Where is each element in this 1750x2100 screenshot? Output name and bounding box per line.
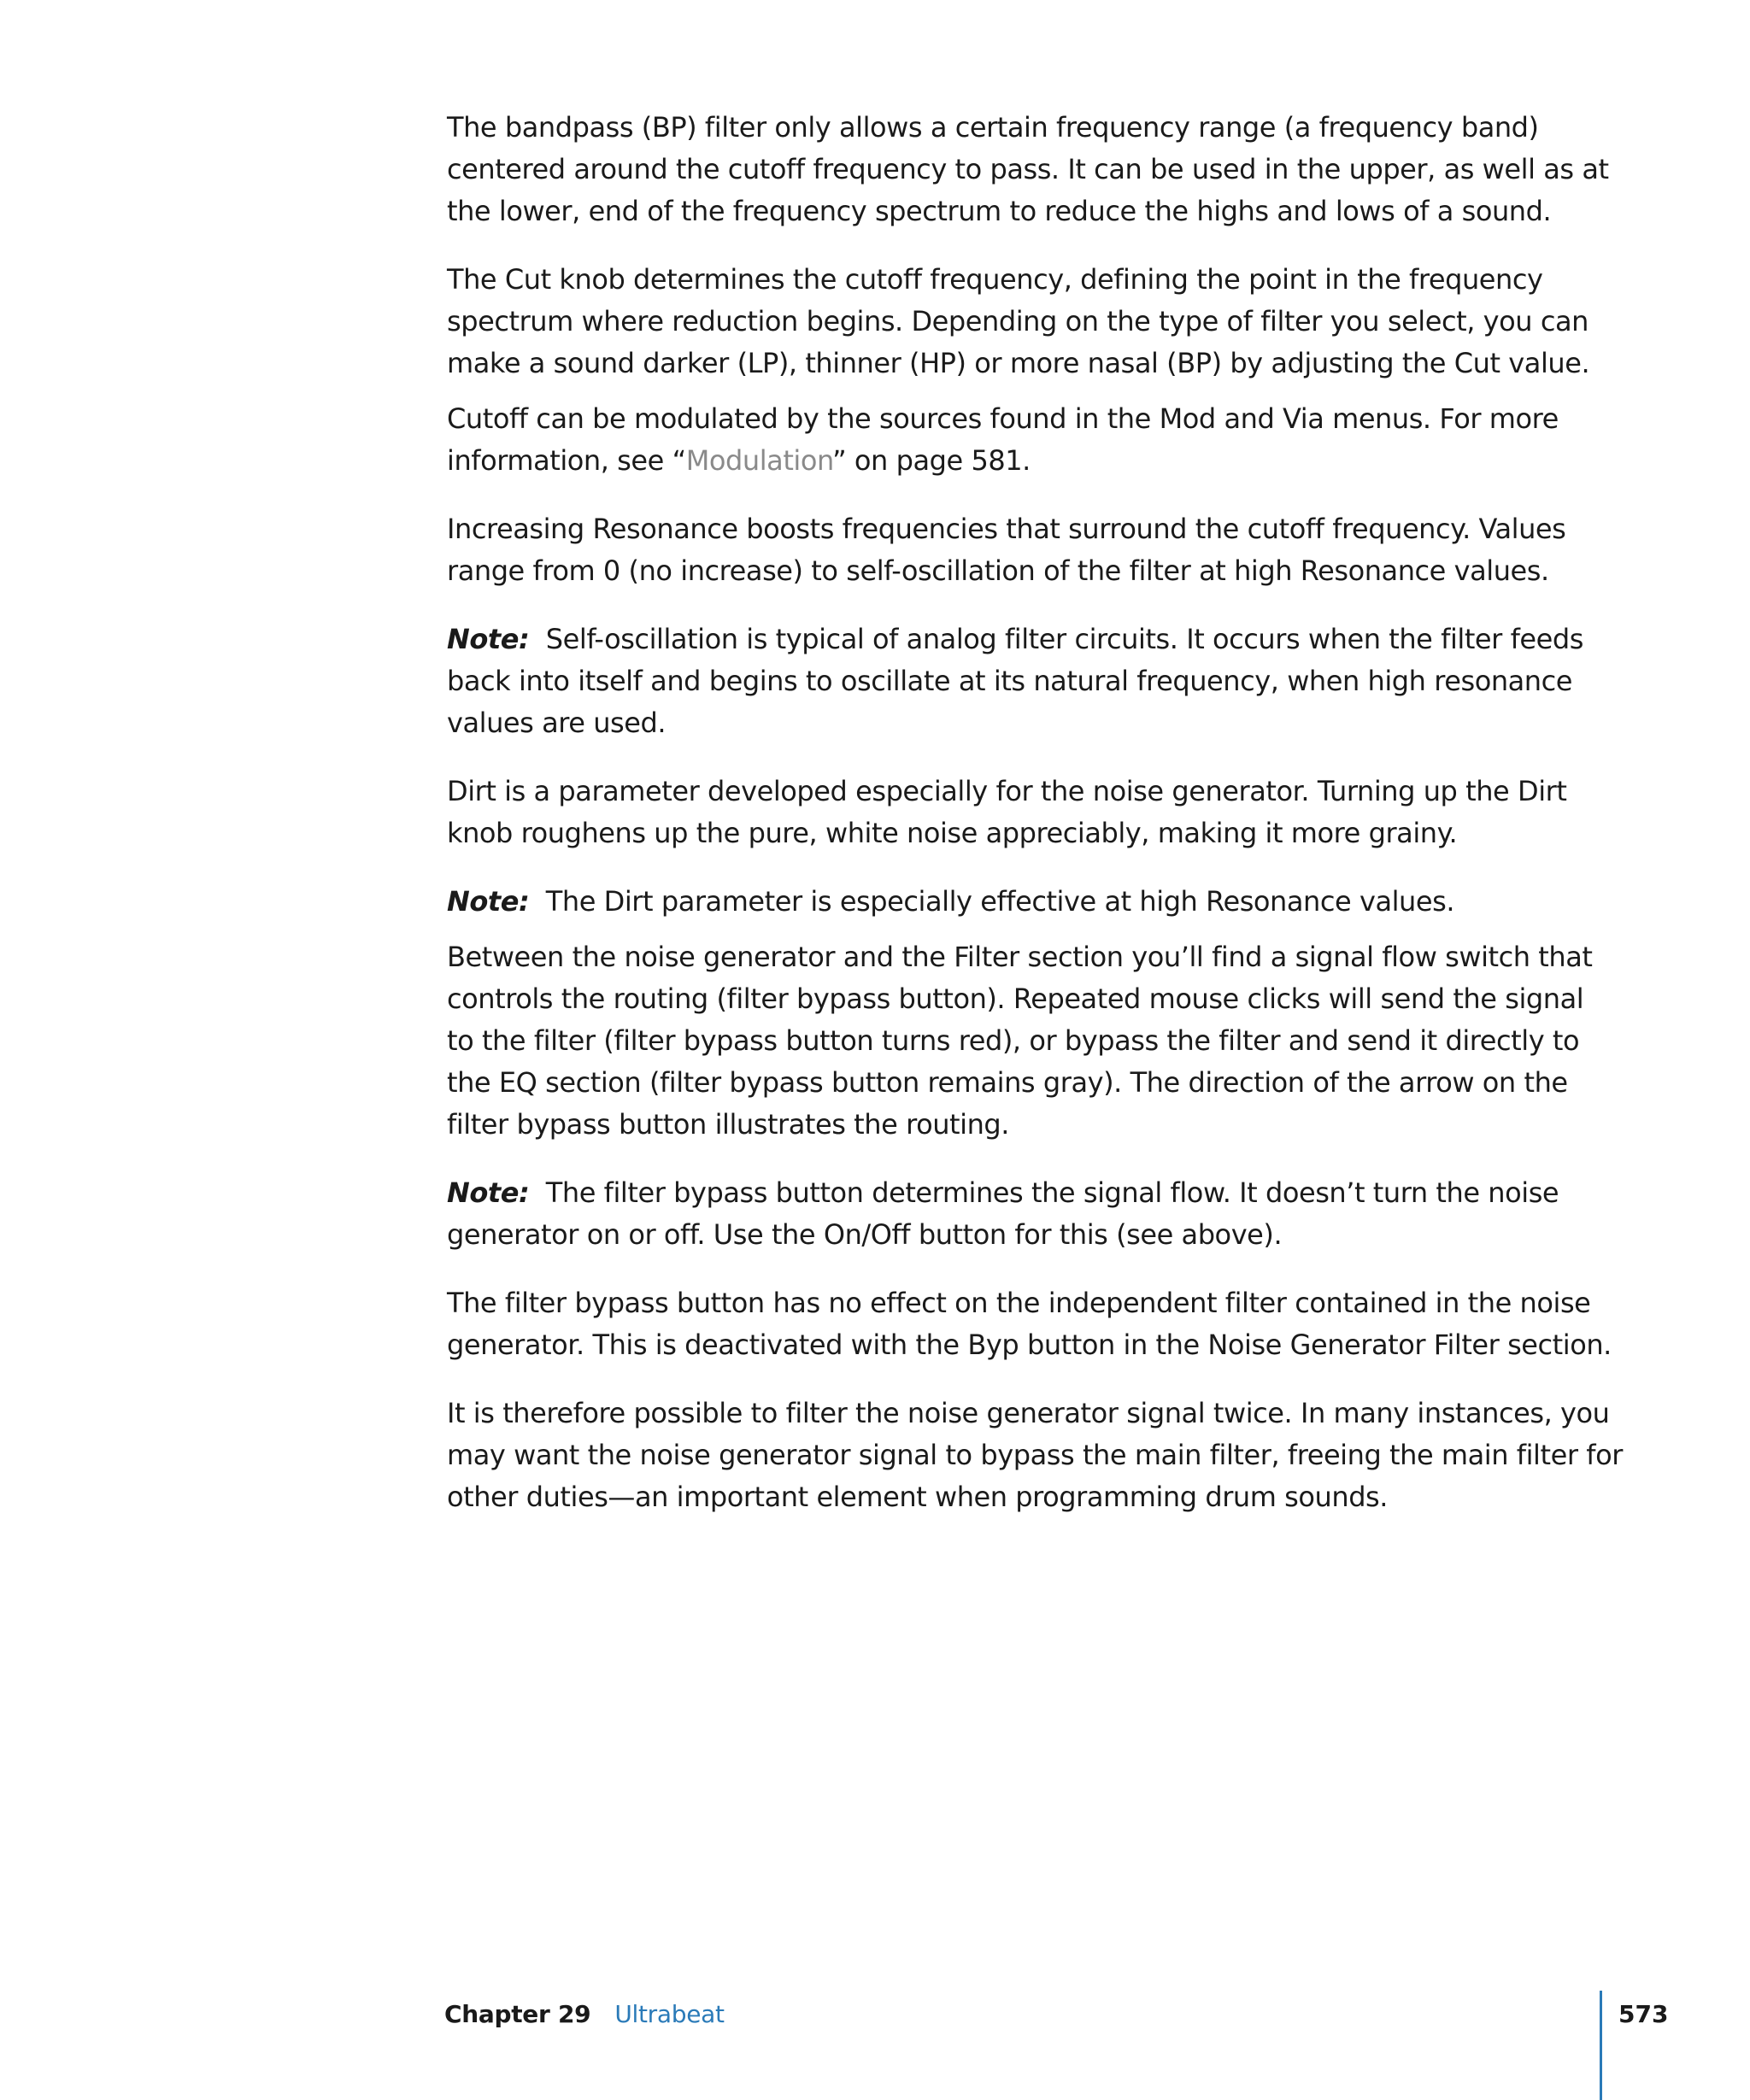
paragraph-resonance (447, 508, 1609, 592)
text-line: back into itself and begins to oscillate at its natural frequency, when high resonance (447, 665, 1573, 697)
chapter-number: Chapter 29 (444, 2000, 591, 2028)
text-line: controls the routing (filter bypass button). Repeated mouse clicks will send the signal (447, 983, 1584, 1015)
page-number: 573 (1618, 2000, 1669, 2028)
text-line: make a sound darker (LP), thinner (HP) or more nasal (BP) by adjusting the Cut value. (447, 347, 1590, 379)
text-line: centered around the cutoff frequency to pass. It can be used in the upper, as well as at (447, 153, 1609, 185)
text-line: other duties—an important element when programming drum sounds. (447, 1481, 1388, 1513)
note-label: Note: (447, 623, 530, 655)
text-line: spectrum where reduction begins. Depending on the type of filter you select, you can (447, 305, 1589, 337)
text-fragment: The Dirt parameter is especially effective at high Resonance values. (545, 885, 1455, 918)
note-label: Note: (447, 1176, 530, 1209)
chapter-title-link[interactable]: Ultrabeat (614, 2000, 725, 2028)
paragraph-filter-twice (447, 1393, 1623, 1518)
text-line: generator on or off. Use the On/Off button for this (see above). (447, 1218, 1283, 1251)
text-line: may want the noise generator signal to bypass the main filter, freeing the main filter for (447, 1439, 1623, 1471)
note-self-oscillation (447, 619, 1609, 744)
paragraph-independent-filter (447, 1282, 1612, 1366)
text-line: range from 0 (no increase) to self-oscillation of the filter at high Resonance values. (447, 554, 1549, 587)
text-line: Dirt is a parameter developed especially for the noise generator. Turning up the Dirt (447, 775, 1567, 807)
text-line: values are used. (447, 707, 667, 739)
paragraph-signal-flow (447, 936, 1609, 1146)
modulation-link[interactable]: Modulation (685, 444, 833, 477)
text-line (447, 881, 1609, 923)
text-fragment: ” on page 581. (832, 444, 1031, 477)
paragraph-bandpass (447, 107, 1609, 232)
text-fragment: The filter bypass button determines the signal flow. It doesn’t turn the noise (545, 1176, 1559, 1209)
text-line: the EQ section (filter bypass button remains gray). The direction of the arrow on the (447, 1066, 1568, 1099)
text-fragment: information, see “ (447, 444, 686, 477)
text-line: Cutoff can be modulated by the sources found in the Mod and Via menus. For more (447, 402, 1559, 435)
text-line: Between the noise generator and the Filter section you’ll find a signal flow switch that (447, 941, 1593, 973)
note-label: Note: (447, 885, 530, 918)
text-line (447, 1172, 1609, 1214)
paragraph-dirt (447, 771, 1609, 854)
text-line: Increasing Resonance boosts frequencies that surround the cutoff frequency. Values (447, 513, 1566, 545)
text-line: It is therefore possible to filter the noise generator signal twice. In many instances, you (447, 1397, 1610, 1429)
footer-chapter (444, 1997, 725, 2032)
text-line (447, 619, 1609, 660)
note-filter-bypass (447, 1172, 1609, 1256)
text-line: The filter bypass button has no effect on the independent filter contained in the noise (447, 1287, 1591, 1319)
text-fragment: Self-oscillation is typical of analog filter circuits. It occurs when the filter feeds (545, 623, 1583, 655)
paragraph-cutoff-modulation (447, 398, 1609, 482)
text-line: generator. This is deactivated with the Byp button in the Noise Generator Filter section. (447, 1329, 1612, 1361)
text-line: The bandpass (BP) filter only allows a certain frequency range (a frequency band) (447, 111, 1539, 144)
text-line: knob roughens up the pure, white noise appreciably, making it more grainy. (447, 817, 1458, 849)
text-line: The Cut knob determines the cutoff frequency, defining the point in the frequency (447, 263, 1543, 296)
paragraph-cut-knob (447, 259, 1609, 384)
note-dirt (447, 881, 1609, 923)
body-text (447, 107, 1623, 1545)
text-line: filter bypass button illustrates the routing. (447, 1108, 1009, 1141)
text-line (447, 440, 1609, 482)
footer-divider (1600, 1991, 1602, 2100)
text-line: to the filter (filter bypass button turns red), or bypass the filter and send it directly to (447, 1024, 1580, 1057)
text-line: the lower, end of the frequency spectrum to reduce the highs and lows of a sound. (447, 195, 1552, 227)
